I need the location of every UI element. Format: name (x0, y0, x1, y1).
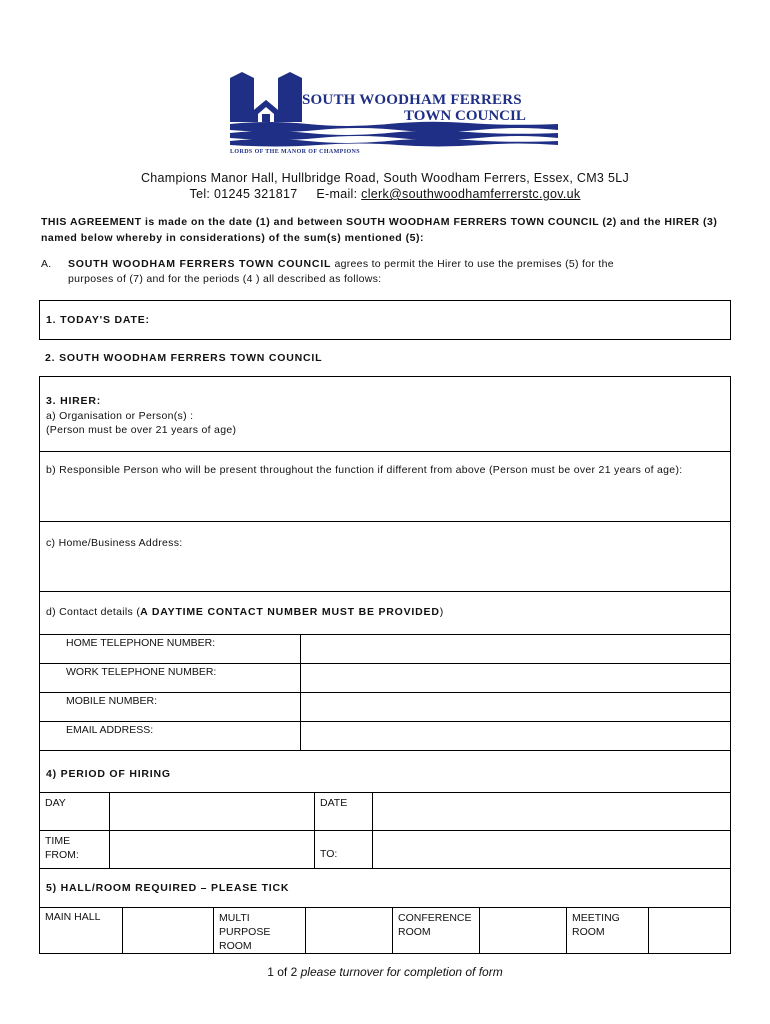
hirer-b-label: b) Responsible Person who will be present throughout the function if different from above (Person must be over 21 years of age): (46, 464, 683, 476)
home-telephone-input[interactable] (301, 635, 731, 664)
page-footer (0, 965, 770, 979)
turnover-note: please turnover for completion of form (300, 965, 503, 979)
hall-heading: 5) HALL/ROOM REQUIRED – PLEASE TICK (46, 882, 290, 894)
table-row (40, 693, 731, 722)
period-table (39, 792, 731, 869)
logo-motto: LORDS OF THE MANOR OF CHAMPIONS (230, 149, 361, 155)
contact-details-header (39, 591, 731, 634)
telephone: Tel: 01245 321817 (189, 187, 298, 201)
meeting-room-tick[interactable] (649, 908, 731, 954)
to-label: TO: (315, 831, 373, 869)
hall-header (39, 868, 731, 908)
council-logo (228, 70, 558, 162)
clause-a-label: A. (41, 258, 52, 270)
responsible-person-field[interactable] (39, 451, 731, 522)
day-input[interactable] (110, 793, 315, 831)
logo-title-line1: SOUTH WOODHAM FERRERS (302, 92, 522, 108)
table-row (40, 635, 731, 664)
date-input[interactable] (373, 793, 731, 831)
address-line: Champions Manor Hall, Hullbridge Road, South Woodham Ferrers, Essex, CM3 5LJ (140, 171, 630, 185)
time-to-input[interactable] (373, 831, 731, 869)
time-from-label: TIME FROM: (40, 831, 110, 869)
home-telephone-label: HOME TELEPHONE NUMBER: (40, 635, 301, 664)
period-header (39, 750, 731, 792)
table-row (40, 793, 731, 831)
hirer-heading: 3. HIRER: (46, 395, 102, 407)
table-row (40, 664, 731, 693)
todays-date-label: 1. TODAY'S DATE: (46, 314, 150, 326)
hirer-a-note: (Person must be over 21 years of age) (46, 424, 237, 436)
hirer-d-label: d) Contact details (A DAYTIME CONTACT NUMBER MUST BE PROVIDED) (46, 606, 444, 618)
todays-date-field[interactable] (39, 300, 731, 340)
email-label: E-mail: (316, 187, 358, 201)
work-telephone-input[interactable] (301, 664, 731, 693)
email-address-label: EMAIL ADDRESS: (40, 722, 301, 751)
main-hall-tick[interactable] (123, 908, 214, 954)
hirer-a-label: a) Organisation or Person(s) : (46, 410, 194, 422)
table-row (40, 831, 731, 869)
time-from-input[interactable] (110, 831, 315, 869)
multi-purpose-room-label: MULTI PURPOSE ROOM (214, 908, 306, 954)
period-heading: 4) PERIOD OF HIRING (46, 768, 171, 780)
email-address-input[interactable] (301, 722, 731, 751)
logo-title-line2: TOWN COUNCIL (404, 108, 526, 124)
clause-a-council: SOUTH WOODHAM FERRERS TOWN COUNCIL (68, 258, 332, 270)
clause-a-text1: agrees to permit the Hirer to use the premises (5) for the (331, 258, 614, 270)
page-number: 1 of 2 (267, 965, 298, 979)
work-telephone-label: WORK TELEPHONE NUMBER: (40, 664, 301, 693)
mobile-number-input[interactable] (301, 693, 731, 722)
table-row (40, 722, 731, 751)
email-link[interactable]: clerk@southwoodhamferrerstc.gov.uk (361, 187, 581, 201)
contact-line (0, 187, 770, 201)
hirer-organisation-field[interactable] (39, 376, 731, 452)
home-business-address-field[interactable] (39, 521, 731, 592)
main-hall-label: MAIN HALL (40, 908, 123, 954)
hirer-c-label: c) Home/Business Address: (46, 537, 183, 549)
clause-a-text2: purposes of (7) and for the periods (4 ) all described as follows: (68, 273, 382, 285)
clause-a (41, 257, 731, 287)
mobile-number-label: MOBILE NUMBER: (40, 693, 301, 722)
contact-table (39, 634, 731, 751)
room-table (39, 907, 731, 954)
table-row (40, 908, 731, 954)
day-label: DAY (40, 793, 110, 831)
date-label: DATE (315, 793, 373, 831)
multi-purpose-room-tick[interactable] (306, 908, 393, 954)
agreement-statement: THIS AGREEMENT is made on the date (1) and between SOUTH WOODHAM FERRERS TOWN COUNCIL (2) and the HIRER (3) named below whereby in considerations) of the sum(s) mentioned (5): (41, 216, 718, 244)
conference-room-label: CONFERENCE ROOM (393, 908, 480, 954)
council-heading: 2. SOUTH WOODHAM FERRERS TOWN COUNCIL (45, 352, 323, 364)
meeting-room-label: MEETING ROOM (567, 908, 649, 954)
conference-room-tick[interactable] (480, 908, 567, 954)
